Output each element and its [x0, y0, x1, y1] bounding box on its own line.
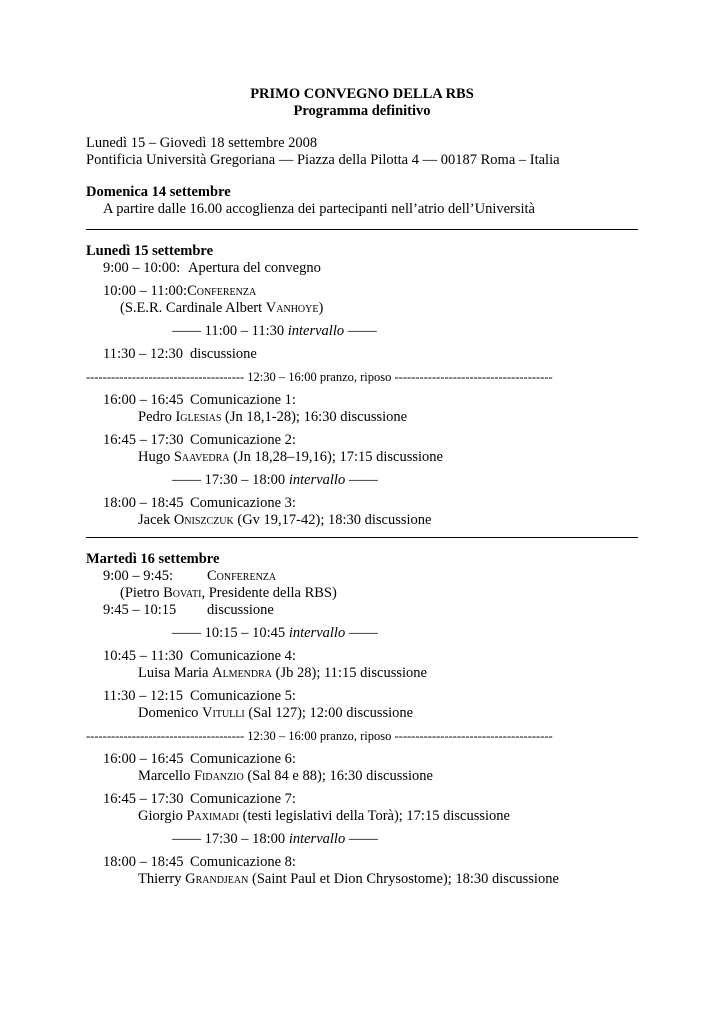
day-heading-tuesday: Martedì 16 settembre	[86, 551, 220, 567]
time-slot: 18:00 – 18:45	[103, 854, 184, 870]
speaker-surname: Almendra	[212, 665, 273, 681]
speaker-surname: Grandjean	[185, 871, 249, 887]
session-label: Apertura del convegno	[187, 260, 321, 276]
schedule-row	[86, 392, 638, 409]
schedule-row	[86, 602, 638, 619]
schedule-row	[86, 568, 638, 585]
break-line: —— 10:15 – 10:45 intervallo ——	[172, 625, 378, 641]
schedule-row	[86, 260, 638, 277]
speaker-line: Marcello Fidanzio (Sal 84 e 88); 16:30 discussione	[138, 768, 433, 784]
speaker-line: Luisa Maria Almendra (Jb 28); 11:15 discussione	[138, 665, 427, 681]
speaker-line: Domenico Vitulli (Sal 127); 12:00 discussione	[138, 705, 414, 721]
schedule-row	[86, 495, 638, 512]
schedule-row	[86, 283, 638, 300]
session-label: Comunicazione 2:	[190, 432, 296, 448]
speaker-line: Jacek Oniszczuk (Gv 19,17-42); 18:30 discussione	[138, 512, 432, 528]
session-label: Comunicazione 6:	[190, 751, 296, 767]
lunch-break-line: -------------------------------------- 12:30 – 16:00 pranzo, riposo --------------------------------------	[86, 370, 553, 384]
speaker-surname: Saavedra	[173, 449, 230, 465]
speaker-surname: Vanhoye	[265, 300, 319, 316]
speaker-line: (Pietro Bovati, Presidente della RBS)	[120, 585, 337, 601]
schedule-row	[86, 751, 638, 768]
speaker-line: Hugo Saavedra (Jn 18,28–19,16); 17:15 discussione	[138, 449, 443, 465]
break-line: —— 17:30 – 18:00 intervallo ——	[172, 472, 378, 488]
session-label: discussione	[190, 346, 257, 362]
speaker-line: Pedro Iglesias (Jn 18,1-28); 16:30 discussione	[138, 409, 408, 425]
speaker-surname: Oniszczuk	[173, 512, 234, 528]
break-line: —— 11:00 – 11:30 intervallo ——	[172, 323, 377, 339]
speaker-line: Thierry Grandjean (Saint Paul et Dion Chrysostome); 18:30 discussione	[138, 871, 559, 887]
sunday-welcome-text: A partire dalle 16.00 accoglienza dei partecipanti nell’atrio dell’Università	[103, 201, 535, 217]
lunch-break-line: -------------------------------------- 12:30 – 16:00 pranzo, riposo --------------------------------------	[86, 729, 553, 743]
time-slot: 16:00 – 16:45	[103, 751, 184, 767]
session-label: discussione	[207, 602, 274, 618]
time-slot: 16:45 – 17:30	[103, 791, 184, 807]
session-label: Comunicazione 1:	[190, 392, 296, 408]
schedule-row	[86, 791, 638, 808]
time-slot: 9:00 – 10:00:	[103, 260, 181, 276]
schedule-row	[86, 432, 638, 449]
schedule-row	[86, 346, 638, 363]
speaker-line: Giorgio Paximadi (testi legislativi della Torà); 17:15 discussione	[138, 808, 510, 824]
time-slot: 18:00 – 18:45	[103, 495, 184, 511]
schedule-row	[86, 648, 638, 665]
time-slot: 9:45 – 10:15	[103, 602, 177, 618]
speaker-surname: Fidanzio	[193, 768, 244, 784]
time-slot: 10:00 – 11:00:	[103, 283, 188, 299]
session-label: Comunicazione 7:	[190, 791, 296, 807]
event-dates: Lunedì 15 – Giovedì 18 settembre 2008	[86, 135, 318, 151]
schedule-row	[86, 688, 638, 705]
time-slot: 11:30 – 12:30	[103, 346, 184, 362]
session-label: Conferenza	[207, 568, 277, 584]
time-slot: 16:45 – 17:30	[103, 432, 184, 448]
document-subtitle: Programma definitivo	[293, 103, 431, 119]
document-title: PRIMO CONVEGNO DELLA RBS	[250, 86, 474, 102]
time-slot: 10:45 – 11:30	[103, 648, 184, 664]
time-slot: 11:30 – 12:15	[103, 688, 184, 704]
time-slot: 16:00 – 16:45	[103, 392, 184, 408]
session-label: Conferenza	[187, 283, 257, 299]
time-slot: 9:00 – 9:45:	[103, 568, 174, 584]
session-label: Comunicazione 8:	[190, 854, 296, 870]
session-label: Comunicazione 3:	[190, 495, 296, 511]
break-line: —— 17:30 – 18:00 intervallo ——	[172, 831, 378, 847]
session-label: Comunicazione 4:	[190, 648, 296, 664]
day-heading-sunday: Domenica 14 settembre	[86, 184, 231, 200]
speaker-surname: Iglesias	[175, 409, 222, 425]
day-heading-monday: Lunedì 15 settembre	[86, 243, 214, 259]
speaker-surname: Vitulli	[202, 705, 245, 721]
speaker-surname: Paximadi	[186, 808, 239, 824]
event-venue: Pontificia Università Gregoriana — Piazza della Pilotta 4 — 00187 Roma – Italia	[86, 152, 560, 168]
schedule-row	[86, 854, 638, 871]
document-page	[86, 86, 638, 888]
speaker-surname: Bovati	[163, 585, 202, 601]
speaker-line: (S.E.R. Cardinale Albert Vanhoye)	[120, 300, 324, 316]
session-label: Comunicazione 5:	[190, 688, 296, 704]
